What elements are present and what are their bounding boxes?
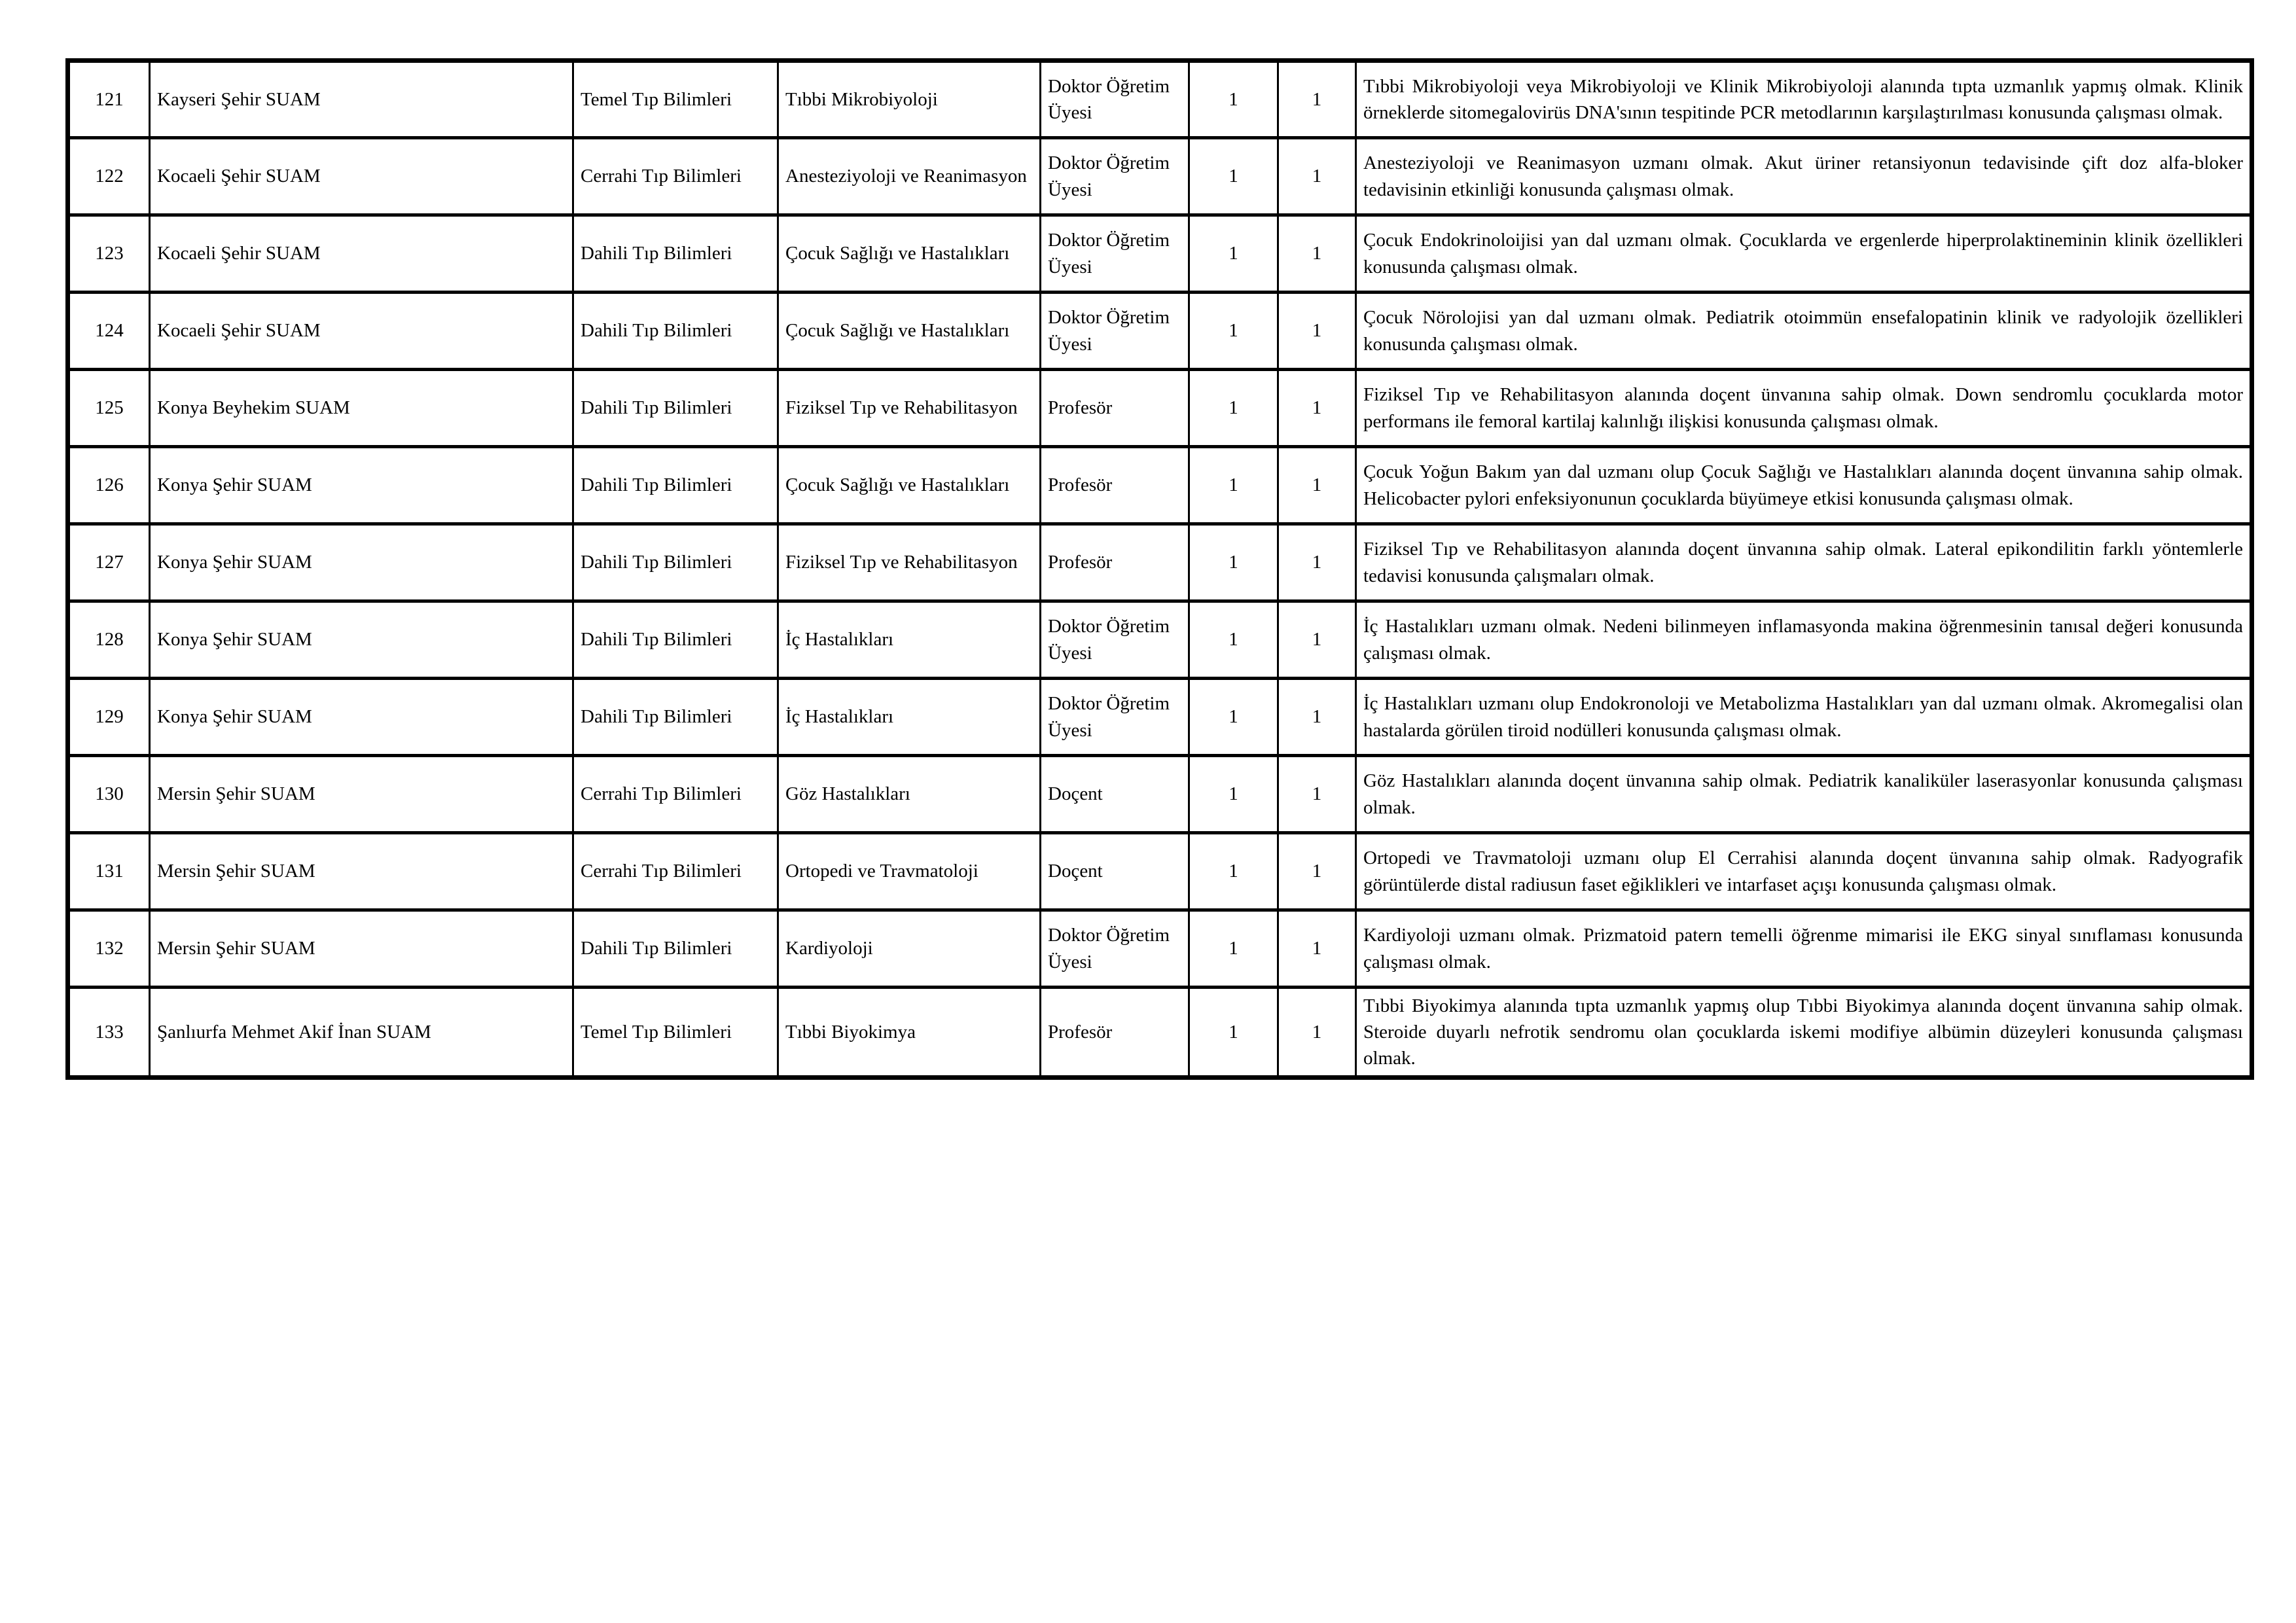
count-cell: 1 xyxy=(1278,524,1356,601)
quota-cell: 1 xyxy=(1189,910,1278,988)
row-number-cell: 124 xyxy=(68,293,150,370)
row-number-cell: 122 xyxy=(68,138,150,215)
requirements-description-cell: Çocuk Endokrinoloijisi yan dal uzmanı olmak. Çocuklarda ve ergenlerde hiperprolaktineminin klinik özellikleri konusunda çalışması olmak. xyxy=(1356,215,2252,293)
count-cell: 1 xyxy=(1278,293,1356,370)
science-field-cell: Temel Tıp Bilimleri xyxy=(573,61,778,138)
science-field-cell: Dahili Tıp Bilimleri xyxy=(573,370,778,447)
count-cell: 1 xyxy=(1278,601,1356,679)
academic-title-cell: Doktor Öğretim Üyesi xyxy=(1041,679,1189,756)
academic-title-cell: Profesör xyxy=(1041,447,1189,524)
requirements-description-cell: Çocuk Nörolojisi yan dal uzmanı olmak. Pediatrik otoimmün ensefalopatinin klinik ve radyolojik özellikleri konusunda çalışması olmak. xyxy=(1356,293,2252,370)
table-row xyxy=(68,679,2252,756)
requirements-description-cell: İç Hastalıkları uzmanı olmak. Nedeni bilinmeyen inflamasyonda makina öğrenmesinin tanısal değeri konusunda çalışması olmak. xyxy=(1356,601,2252,679)
institution-cell: Konya Şehir SUAM xyxy=(150,601,573,679)
row-number-cell: 121 xyxy=(68,61,150,138)
specialty-cell: Göz Hastalıkları xyxy=(778,756,1041,833)
academic-title-cell: Doktor Öğretim Üyesi xyxy=(1041,293,1189,370)
quota-cell: 1 xyxy=(1189,756,1278,833)
quota-cell: 1 xyxy=(1189,679,1278,756)
science-field-cell: Dahili Tıp Bilimleri xyxy=(573,601,778,679)
institution-cell: Şanlıurfa Mehmet Akif İnan SUAM xyxy=(150,988,573,1078)
institution-cell: Konya Şehir SUAM xyxy=(150,447,573,524)
row-number-cell: 126 xyxy=(68,447,150,524)
requirements-description-cell: Anesteziyoloji ve Reanimasyon uzmanı olmak. Akut üriner retansiyonun tedavisinde çift doz alfa-bloker tedavisinin etkinliği konusunda çalışması olmak. xyxy=(1356,138,2252,215)
table-row xyxy=(68,215,2252,293)
quota-cell: 1 xyxy=(1189,370,1278,447)
requirements-description-cell: Fiziksel Tıp ve Rehabilitasyon alanında doçent ünvanına sahip olmak. Down sendromlu çocuklarda motor performans ile femoral kartilaj kalınlığı ilişkisi konusunda çalışması olmak. xyxy=(1356,370,2252,447)
table-row xyxy=(68,61,2252,138)
row-number-cell: 127 xyxy=(68,524,150,601)
quota-cell: 1 xyxy=(1189,524,1278,601)
row-number-cell: 131 xyxy=(68,833,150,910)
specialty-cell: İç Hastalıkları xyxy=(778,679,1041,756)
science-field-cell: Dahili Tıp Bilimleri xyxy=(573,679,778,756)
table-row xyxy=(68,524,2252,601)
quota-cell: 1 xyxy=(1189,61,1278,138)
academic-title-cell: Doçent xyxy=(1041,756,1189,833)
table-row xyxy=(68,601,2252,679)
row-number-cell: 128 xyxy=(68,601,150,679)
table-row xyxy=(68,988,2252,1078)
institution-cell: Kocaeli Şehir SUAM xyxy=(150,215,573,293)
requirements-description-cell: Fiziksel Tıp ve Rehabilitasyon alanında doçent ünvanına sahip olmak. Lateral epikondilitin farklı yöntemlerle tedavisi konusunda çalışmaları olmak. xyxy=(1356,524,2252,601)
specialty-cell: Ortopedi ve Travmatoloji xyxy=(778,833,1041,910)
science-field-cell: Dahili Tıp Bilimleri xyxy=(573,293,778,370)
specialty-cell: Fiziksel Tıp ve Rehabilitasyon xyxy=(778,370,1041,447)
table-row xyxy=(68,370,2252,447)
count-cell: 1 xyxy=(1278,370,1356,447)
science-field-cell: Dahili Tıp Bilimleri xyxy=(573,215,778,293)
quota-cell: 1 xyxy=(1189,988,1278,1078)
row-number-cell: 130 xyxy=(68,756,150,833)
specialty-cell: Kardiyoloji xyxy=(778,910,1041,988)
requirements-description-cell: İç Hastalıkları uzmanı olup Endokronoloji ve Metabolizma Hastalıkları yan dal uzmanı olmak. Akromegalisi olan hastalarda görülen tiroid nodülleri konusunda çalışması olmak. xyxy=(1356,679,2252,756)
row-number-cell: 123 xyxy=(68,215,150,293)
science-field-cell: Cerrahi Tıp Bilimleri xyxy=(573,833,778,910)
requirements-description-cell: Tıbbi Mikrobiyoloji veya Mikrobiyoloji ve Klinik Mikrobiyoloji alanında tıpta uzmanlık yapmış olmak. Klinik örneklerde sitomegalovirüs DNA'sının tespitinde PCR metodlarının karşılaştırılması konusunda çalışması olmak. xyxy=(1356,61,2252,138)
academic-title-cell: Doktor Öğretim Üyesi xyxy=(1041,61,1189,138)
institution-cell: Kocaeli Şehir SUAM xyxy=(150,138,573,215)
requirements-description-cell: Çocuk Yoğun Bakım yan dal uzmanı olup Çocuk Sağlığı ve Hastalıkları alanında doçent ünvanına sahip olmak. Helicobacter pylori enfeksiyonunun çocuklarda büyümeye etkisi konusunda çalışması olmak. xyxy=(1356,447,2252,524)
count-cell: 1 xyxy=(1278,833,1356,910)
count-cell: 1 xyxy=(1278,988,1356,1078)
count-cell: 1 xyxy=(1278,215,1356,293)
specialty-cell: Tıbbi Biyokimya xyxy=(778,988,1041,1078)
quota-cell: 1 xyxy=(1189,601,1278,679)
count-cell: 1 xyxy=(1278,138,1356,215)
science-field-cell: Cerrahi Tıp Bilimleri xyxy=(573,756,778,833)
institution-cell: Mersin Şehir SUAM xyxy=(150,833,573,910)
row-number-cell: 125 xyxy=(68,370,150,447)
institution-cell: Mersin Şehir SUAM xyxy=(150,910,573,988)
specialty-cell: Fiziksel Tıp ve Rehabilitasyon xyxy=(778,524,1041,601)
requirements-description-cell: Kardiyoloji uzmanı olmak. Prizmatoid patern temelli öğrenme mimarisi ile EKG sinyal sınıflaması konusunda çalışması olmak. xyxy=(1356,910,2252,988)
quota-cell: 1 xyxy=(1189,293,1278,370)
count-cell: 1 xyxy=(1278,61,1356,138)
science-field-cell: Dahili Tıp Bilimleri xyxy=(573,524,778,601)
requirements-description-cell: Göz Hastalıkları alanında doçent ünvanına sahip olmak. Pediatrik kanaliküler laserasyonlar konusunda çalışması olmak. xyxy=(1356,756,2252,833)
science-field-cell: Dahili Tıp Bilimleri xyxy=(573,910,778,988)
table-body xyxy=(68,61,2252,1078)
count-cell: 1 xyxy=(1278,756,1356,833)
institution-cell: Konya Şehir SUAM xyxy=(150,679,573,756)
quota-cell: 1 xyxy=(1189,138,1278,215)
quota-cell: 1 xyxy=(1189,833,1278,910)
row-number-cell: 133 xyxy=(68,988,150,1078)
table-row xyxy=(68,138,2252,215)
institution-cell: Kocaeli Şehir SUAM xyxy=(150,293,573,370)
table-row xyxy=(68,833,2252,910)
academic-title-cell: Doktor Öğretim Üyesi xyxy=(1041,910,1189,988)
academic-title-cell: Doktor Öğretim Üyesi xyxy=(1041,138,1189,215)
academic-positions-table xyxy=(65,58,2254,1080)
science-field-cell: Temel Tıp Bilimleri xyxy=(573,988,778,1078)
quota-cell: 1 xyxy=(1189,447,1278,524)
science-field-cell: Cerrahi Tıp Bilimleri xyxy=(573,138,778,215)
academic-title-cell: Profesör xyxy=(1041,370,1189,447)
academic-title-cell: Profesör xyxy=(1041,988,1189,1078)
count-cell: 1 xyxy=(1278,910,1356,988)
specialty-cell: Çocuk Sağlığı ve Hastalıkları xyxy=(778,293,1041,370)
table-row xyxy=(68,447,2252,524)
row-number-cell: 129 xyxy=(68,679,150,756)
institution-cell: Mersin Şehir SUAM xyxy=(150,756,573,833)
specialty-cell: Çocuk Sağlığı ve Hastalıkları xyxy=(778,447,1041,524)
table-row xyxy=(68,756,2252,833)
specialty-cell: Çocuk Sağlığı ve Hastalıkları xyxy=(778,215,1041,293)
science-field-cell: Dahili Tıp Bilimleri xyxy=(573,447,778,524)
specialty-cell: İç Hastalıkları xyxy=(778,601,1041,679)
institution-cell: Konya Beyhekim SUAM xyxy=(150,370,573,447)
table-row xyxy=(68,910,2252,988)
requirements-description-cell: Ortopedi ve Travmatoloji uzmanı olup El Cerrahisi alanında doçent ünvanına sahip olmak. Radyografik görüntülerde distal radiusun faset eğiklikleri ve intarfaset açışı konusunda çalışması olmak. xyxy=(1356,833,2252,910)
academic-title-cell: Doktor Öğretim Üyesi xyxy=(1041,215,1189,293)
institution-cell: Konya Şehir SUAM xyxy=(150,524,573,601)
table-row xyxy=(68,293,2252,370)
requirements-description-cell: Tıbbi Biyokimya alanında tıpta uzmanlık yapmış olup Tıbbi Biyokimya alanında doçent ünvanına sahip olmak. Steroide duyarlı nefrotik sendromu olan çocuklarda iskemi modifiye albümin düzeyleri konusunda çalışması olmak. xyxy=(1356,988,2252,1078)
institution-cell: Kayseri Şehir SUAM xyxy=(150,61,573,138)
quota-cell: 1 xyxy=(1189,215,1278,293)
academic-title-cell: Profesör xyxy=(1041,524,1189,601)
row-number-cell: 132 xyxy=(68,910,150,988)
specialty-cell: Anesteziyoloji ve Reanimasyon xyxy=(778,138,1041,215)
count-cell: 1 xyxy=(1278,679,1356,756)
academic-title-cell: Doçent xyxy=(1041,833,1189,910)
count-cell: 1 xyxy=(1278,447,1356,524)
academic-title-cell: Doktor Öğretim Üyesi xyxy=(1041,601,1189,679)
specialty-cell: Tıbbi Mikrobiyoloji xyxy=(778,61,1041,138)
